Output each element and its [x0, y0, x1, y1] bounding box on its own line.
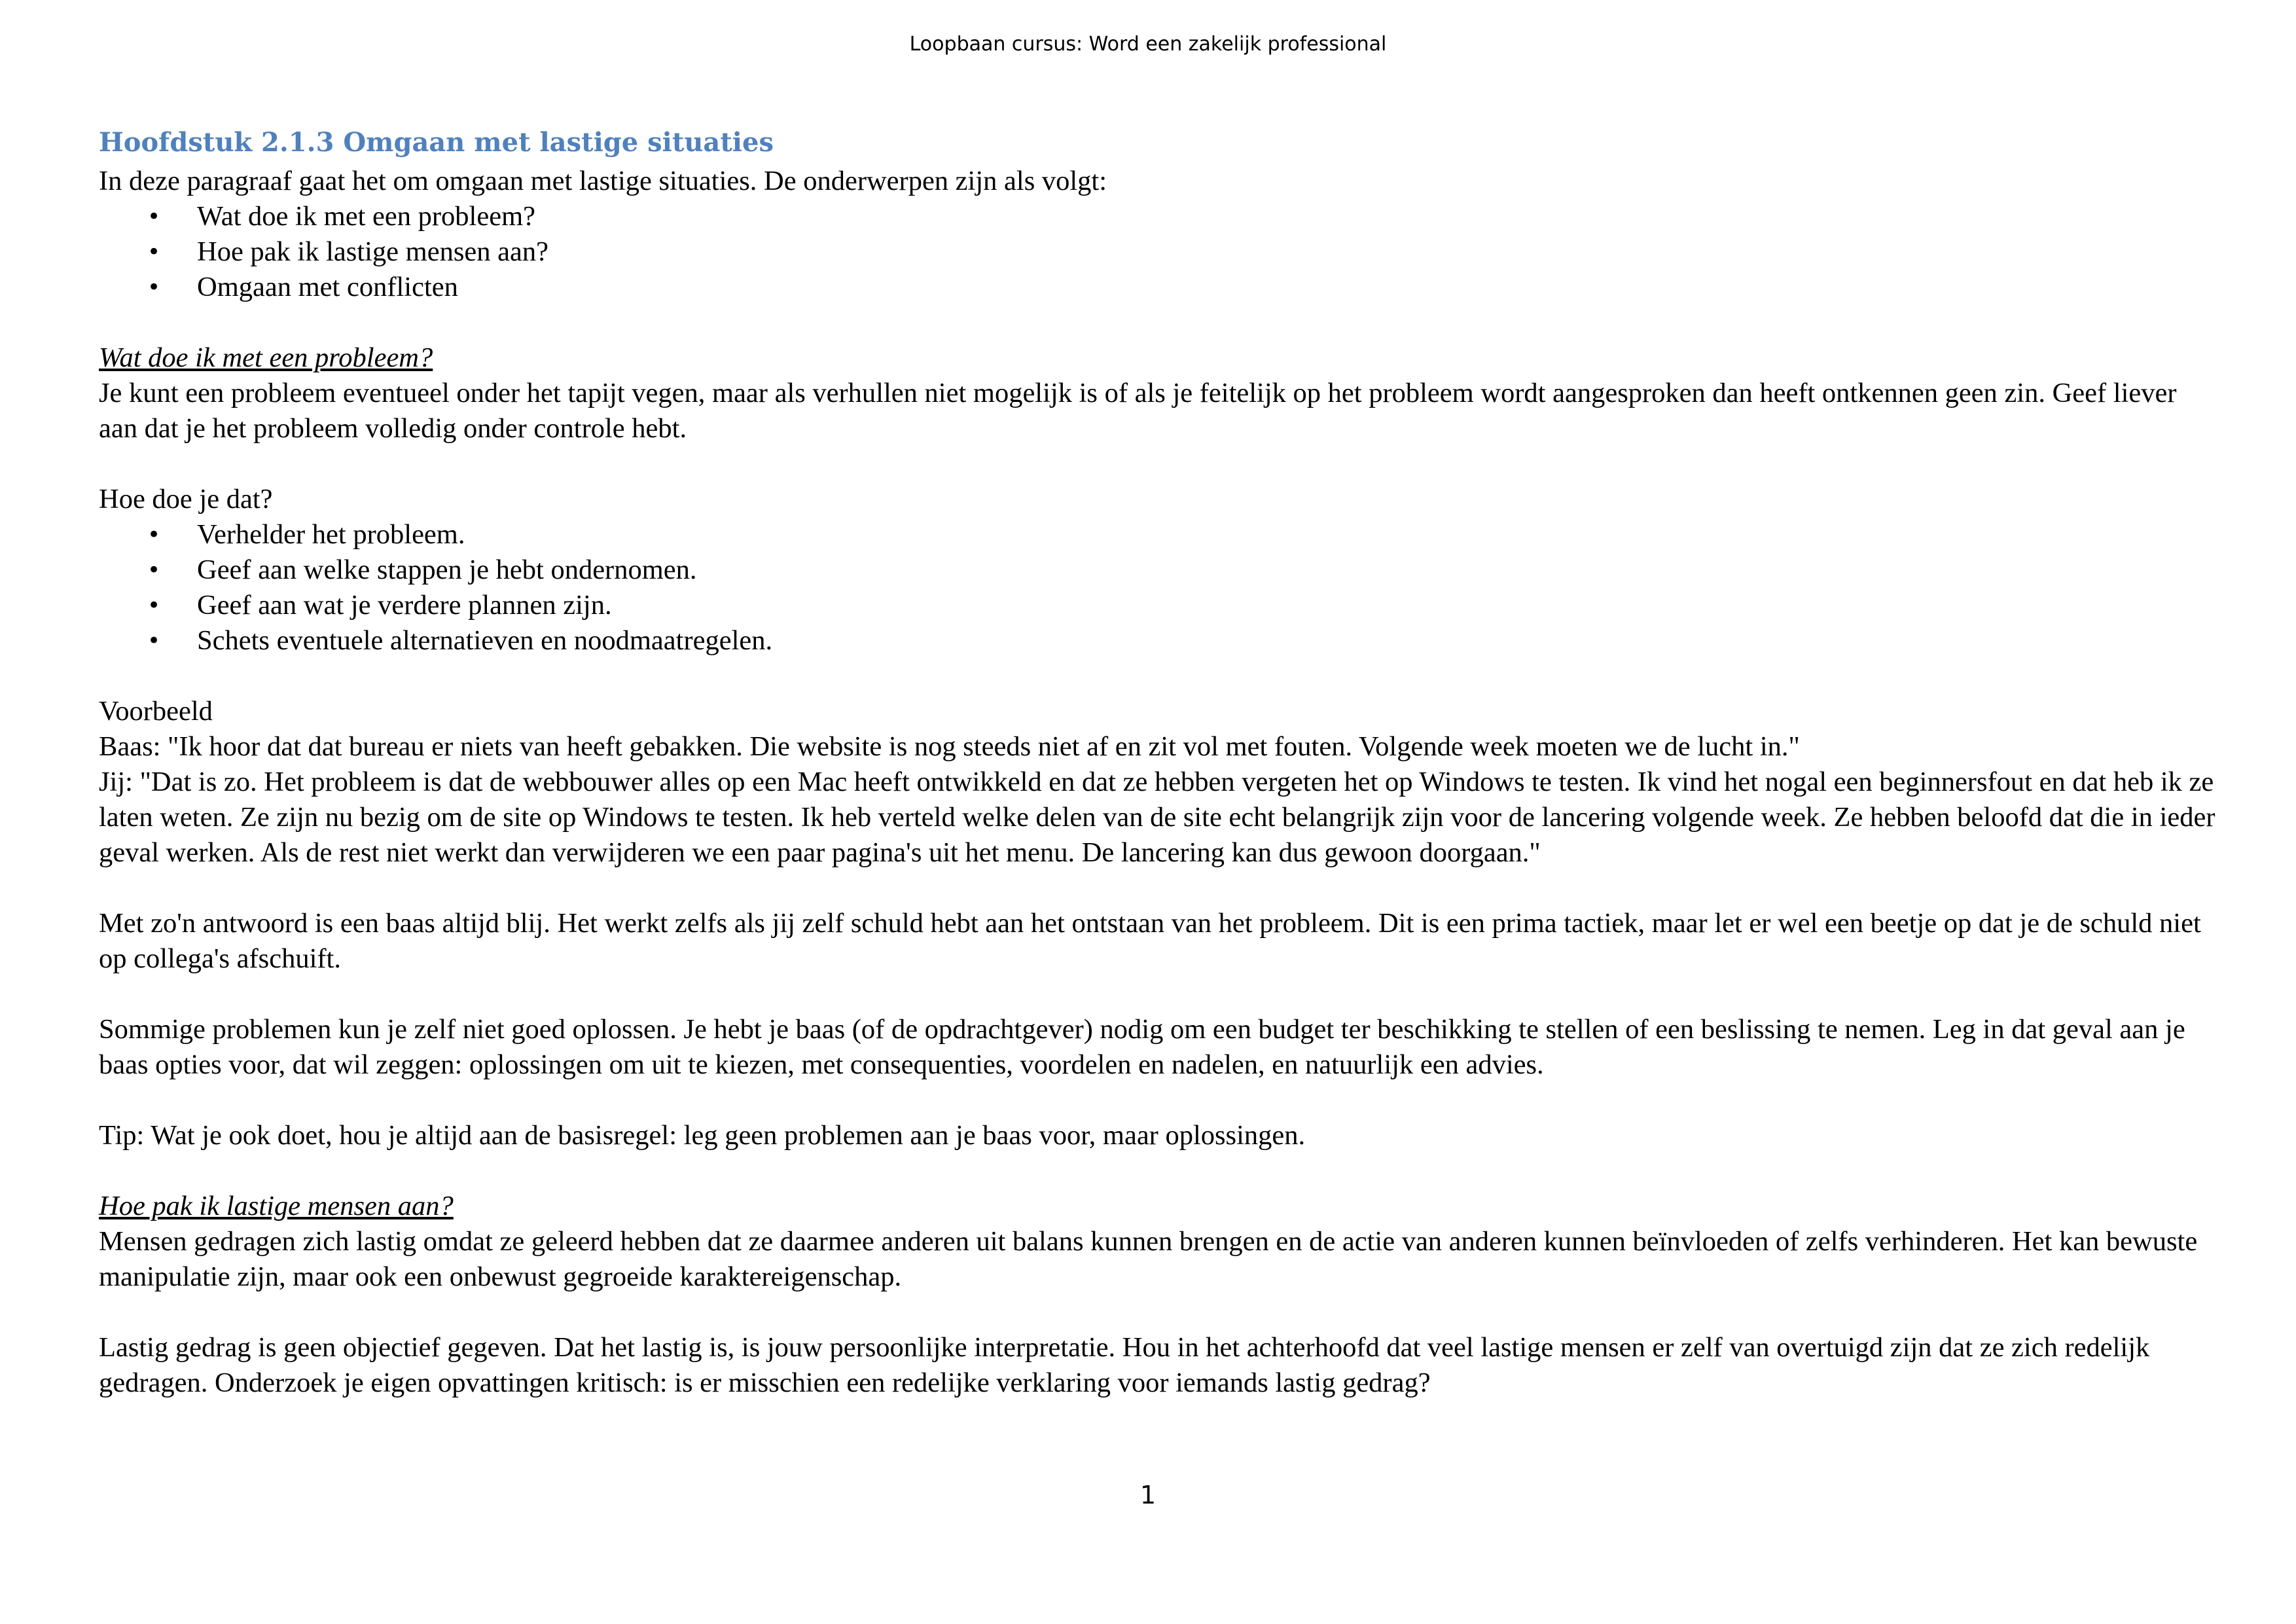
section-heading-problem: Wat doe ik met een probleem?	[99, 342, 433, 373]
section-heading-difficult-people: Hoe pak ik lastige mensen aan?	[99, 1191, 454, 1221]
paragraph: Mensen gedragen zich lastig omdat ze geleerd hebben dat ze daarmee anderen uit balans kunnen brengen en de actie van anderen kunnen beïnvloeden of zelfs verhinderen. Het kan bewuste manipulatie zijn, maar ook een onbewust gegroeide karaktereigenschap.	[99, 1226, 2198, 1292]
spacer	[99, 871, 2219, 906]
example-boss-quote: Baas: "Ik hoor dat dat bureau er niets van heeft gebakken. Die website is nog steeds niet af en zit vol met fouten. Volgende week moeten we de lucht in."	[99, 731, 1800, 762]
steps-list	[99, 517, 2219, 659]
tip-paragraph: Tip: Wat je ook doet, hou je altijd aan de basisregel: leg geen problemen aan je baas voor, maar oplossingen.	[99, 1120, 1306, 1151]
paragraph: Met zo'n antwoord is een baas altijd blij. Het werkt zelfs als jij zelf schuld hebt aan het ontstaan van het probleem. Dit is een prima tactiek, maar let er wel een beetje op dat je de schuld niet op collega's afschuift.	[99, 908, 2201, 974]
spacer	[99, 1083, 2219, 1118]
spacer	[99, 1295, 2219, 1330]
list-item: • Verhelder het probleem.	[99, 517, 2219, 552]
spacer	[99, 659, 2219, 694]
list-item: • Geef aan wat je verdere plannen zijn.	[99, 588, 2219, 623]
list-item: • Geef aan welke stappen je hebt ondernomen.	[99, 552, 2219, 588]
example-label: Voorbeeld	[99, 696, 213, 727]
running-header: Loopbaan cursus: Word een zakelijk professional	[909, 33, 1387, 56]
how-label: Hoe doe je dat?	[99, 484, 273, 514]
spacer	[99, 1153, 2219, 1189]
paragraph: Je kunt een probleem eventueel onder het tapijt vegen, maar als verhullen niet mogelijk is of als je feitelijk op het probleem wordt aangesproken dan heeft ontkennen geen zin. Geef liever aan dat je het probleem volledig onder controle hebt.	[99, 378, 2177, 444]
page-number: 1	[1139, 1481, 1157, 1509]
page-content	[99, 124, 2219, 1401]
list-item: • Schets eventuele alternatieven en noodmaatregelen.	[99, 623, 2219, 659]
list-item: • Hoe pak ik lastige mensen aan?	[99, 234, 2219, 270]
spacer	[99, 977, 2219, 1012]
list-item: • Wat doe ik met een probleem?	[99, 199, 2219, 234]
spacer	[99, 446, 2219, 482]
paragraph: Sommige problemen kun je zelf niet goed oplossen. Je hebt je baas (of de opdrachtgever) nodig om een budget ter beschikking te stellen of een beslissing te nemen. Leg in dat geval aan je baas opties voor, dat wil zeggen: oplossingen om uit te kiezen, met consequenties, voordelen en nadelen, en natuurlijk een advies.	[99, 1014, 2185, 1080]
list-item: • Omgaan met conflicten	[99, 270, 2219, 305]
topics-list	[99, 199, 2219, 305]
example-reply-quote: Jij: "Dat is zo. Het probleem is dat de webbouwer alles op een Mac heeft ontwikkeld en dat ze hebben vergeten het op Windows te testen. Ik vind het nogal een beginnersfout en dat heb ik ze laten weten. Ze zijn nu bezig om de site op Windows te testen. Ik heb verteld welke delen van de site echt belangrijk zijn voor de lancering volgende week. Ze hebben beloofd dat die in ieder geval werken. Als de rest niet werkt dan verwijderen we een paar pagina's uit het menu. De lancering kan dus gewoon doorgaan."	[99, 767, 2215, 868]
chapter-title: Hoofdstuk 2.1.3 Omgaan met lastige situaties	[99, 127, 774, 158]
spacer	[99, 305, 2219, 340]
paragraph: Lastig gedrag is geen objectief gegeven. Dat het lastig is, is jouw persoonlijke interpretatie. Hou in het achterhoofd dat veel lastige mensen er zelf van overtuigd zijn dat ze zich redelijk gedragen. Onderzoek je eigen opvattingen kritisch: is er misschien een redelijke verklaring voor iemands lastig gedrag?	[99, 1332, 2150, 1398]
intro-paragraph: In deze paragraaf gaat het om omgaan met lastige situaties. De onderwerpen zijn als volgt:	[99, 166, 1107, 196]
